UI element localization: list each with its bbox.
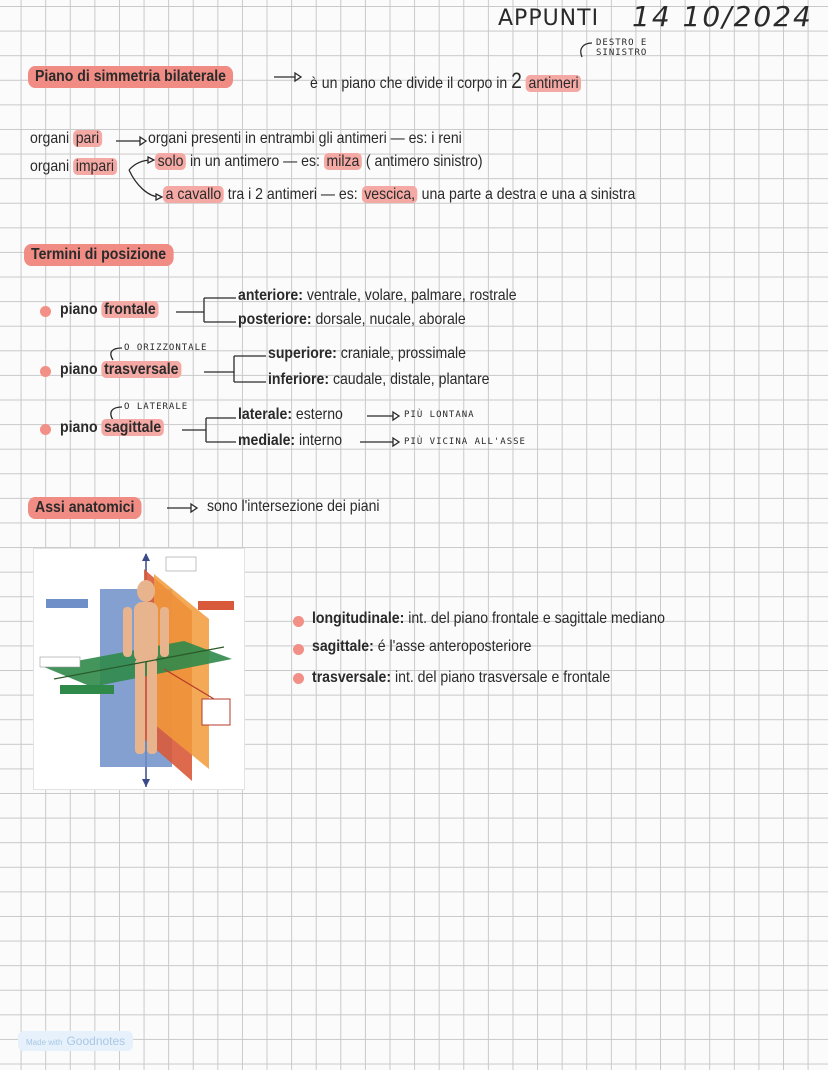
- anatomical-planes-illustration: [33, 548, 245, 790]
- trasversale-note: O ORIZZONTALE: [124, 343, 208, 353]
- frontale-posteriore: posteriore: dorsale, nucale, aborale: [238, 311, 466, 328]
- piano-sagittale-label: piano sagittale: [60, 419, 164, 437]
- bullet-dot: [293, 673, 304, 684]
- positions-heading: Termini di posizione: [24, 244, 194, 266]
- symmetry-definition: è un piano che divide il corpo in 2 antimeri: [310, 68, 581, 94]
- goodnotes-watermark[interactable]: Made with Goodnotes: [18, 1031, 133, 1051]
- axes-heading: Assi anatomici: [28, 497, 157, 519]
- sagittale-laterale: laterale: esterno: [238, 406, 343, 423]
- laterale-note: PIÙ LONTANA: [404, 410, 475, 420]
- bullet-dot: [293, 616, 304, 627]
- axis-longitudinale: longitudinale: int. del piano frontale e sagittale mediano: [312, 610, 665, 627]
- notes-date: 14 10/2024: [632, 0, 813, 33]
- trasversale-superiore: superiore: craniale, prossimale: [268, 345, 466, 362]
- mediale-note: PIÙ VICINA ALL'ASSE: [404, 437, 526, 447]
- organi-pari-row: organi pari: [30, 130, 102, 148]
- organi-impari-row: organi impari: [30, 158, 117, 176]
- symmetry-note: DESTRO E SINISTRO: [596, 38, 648, 58]
- axis-trasversale: trasversale: int. del piano trasversale e frontale: [312, 669, 611, 686]
- symmetry-heading: Piano di simmetria bilaterale: [28, 66, 261, 88]
- sagittale-mediale: mediale: interno: [238, 432, 343, 449]
- axis-sagittale: sagittale: é l'asse anteroposteriore: [312, 638, 532, 655]
- bullet-dot: [40, 366, 51, 377]
- bullet-dot: [293, 644, 304, 655]
- piano-frontale-label: piano frontale: [60, 301, 158, 319]
- axes-definition: sono l'intersezione dei piani: [207, 498, 380, 515]
- organi-pari-definition: organi presenti in entrambi gli antimeri — es: i reni: [148, 130, 462, 147]
- bullet-dot: [40, 306, 51, 317]
- notes-title: APPUNTI: [498, 6, 600, 31]
- organi-impari-cavallo: a cavallo tra i 2 antimeri — es: vescica, una parte a destra e una a sinistra: [163, 186, 635, 204]
- sagittale-note: O LATERALE: [124, 402, 189, 412]
- organi-impari-solo: solo in un antimero — es: milza ( antimero sinistro): [155, 153, 483, 171]
- frontale-anteriore: anteriore: ventrale, volare, palmare, rostrale: [238, 287, 517, 304]
- bullet-dot: [40, 424, 51, 435]
- piano-trasversale-label: piano trasversale: [60, 361, 181, 379]
- trasversale-inferiore: inferiore: caudale, distale, plantare: [268, 371, 490, 388]
